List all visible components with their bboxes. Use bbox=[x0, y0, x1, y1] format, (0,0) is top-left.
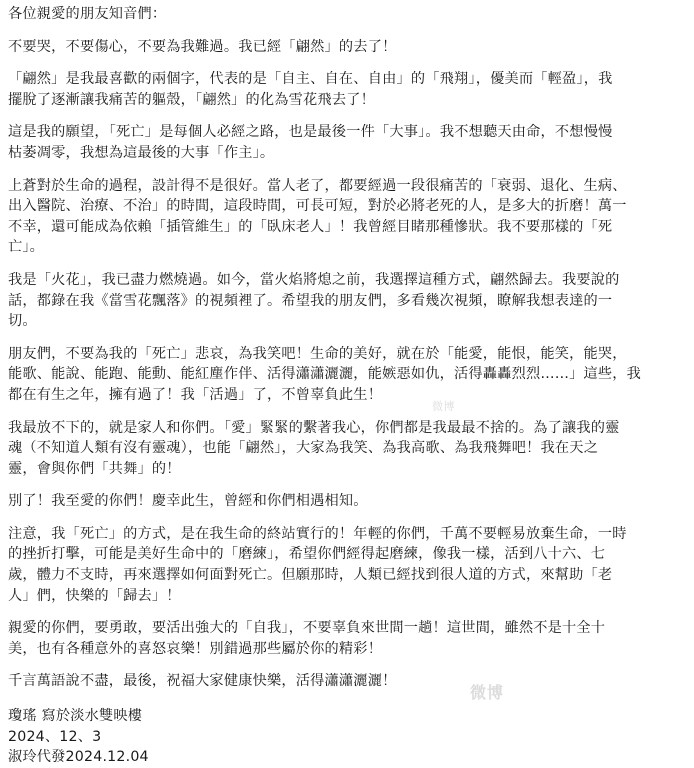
paragraph-7 bbox=[8, 418, 686, 480]
paragraph-11 bbox=[8, 671, 686, 692]
paragraph-line: 切。 bbox=[8, 313, 37, 330]
paragraph-2 bbox=[8, 69, 686, 110]
paragraph-3 bbox=[8, 122, 686, 163]
paragraph-line: 枯萎凋零，我想為這最後的大事「作主」。 bbox=[8, 144, 275, 161]
paragraph-line: 上蒼對於生命的過程，設計得不是很好。當人老了，都要經過一段很痛苦的「衰弱、退化、生病、 bbox=[8, 177, 627, 194]
paragraph-8 bbox=[8, 491, 686, 512]
paragraph-line: 魂（不知道人類有沒有靈魂），也能「翩然」，大家為我笑、為我高歌、為我飛舞吧！我在天之 bbox=[8, 440, 599, 457]
paragraph-line: 亡」。 bbox=[8, 239, 45, 256]
paragraph-line: 親愛的你們，要勇敢，要活出強大的「自我」，不要辜負來世間一趟！這世間，雖然不是十全十 bbox=[8, 620, 606, 637]
paragraph-line: 靈，會與你們「共舞」的！ bbox=[8, 460, 181, 477]
paragraph-line: 我最放不下的，就是家人和你們。「愛」緊緊的繫著我心，你們都是我最最不捨的。為了讓我的靈 bbox=[8, 419, 620, 436]
paragraph-line: 美，也有各種意外的喜怒哀樂！別錯過那些屬於你的精彩！ bbox=[8, 640, 383, 657]
paragraph-5 bbox=[8, 270, 686, 332]
letter-greeting: 各位親愛的朋友知音們： bbox=[8, 6, 167, 22]
paragraph-line: 都在有生之年，擁有過了！我「活過」了，不曾辜負此生！ bbox=[8, 386, 383, 403]
paragraph-line: 這是我的願望，「死亡」是每個人必經之路，也是最後一件「大事」。我不想聽天由命，不想慢慢 bbox=[8, 124, 613, 141]
paragraph-line: 注意，我「死亡」的方式，是在我生命的終站實行的！年輕的你們，千萬不要輕易放棄生命，一時 bbox=[8, 525, 627, 542]
signature-block bbox=[8, 706, 686, 768]
paragraph-10 bbox=[8, 618, 686, 659]
paragraph-line: 的挫折打擊，可能是美好生命中的「磨練」，希望你們經得起磨練，像我一樣，活到八十六、七 bbox=[8, 546, 606, 563]
paragraph-line: 千言萬語說不盡，最後，祝福大家健康快樂，活得瀟瀟灑灑！ bbox=[8, 673, 397, 690]
paragraph-line: 擺脫了逐漸讓我痛苦的軀殼，「翩然」的化為雪花飛去了！ bbox=[8, 91, 375, 108]
watermark-mid: 微博 bbox=[432, 400, 455, 413]
signature-author: 瓊瑤 寫於淡水雙映樓 bbox=[8, 708, 143, 725]
paragraph-line: 我是「火花」，我已盡力燃燒過。如今，當火焰將熄之前，我選擇這種方式，翩然歸去。我要說的 bbox=[8, 271, 620, 288]
paragraph-line: 歲，體力不支時，再來選擇如何面對死亡。但願那時，人類已經找到很人道的方式，來幫助「老 bbox=[8, 567, 613, 584]
paragraph-6 bbox=[8, 344, 686, 406]
paragraph-line: 人」們，快樂的「歸去」！ bbox=[8, 587, 181, 604]
paragraph-1 bbox=[8, 37, 686, 58]
paragraph-line: 能歌、能說、能跑、能動、能紅塵作伴、活得瀟瀟灑灑，能嫉惡如仇，活得轟轟烈烈……」這些，我 bbox=[8, 366, 642, 383]
paragraph-4 bbox=[8, 176, 686, 258]
watermark-bottom: 微博 bbox=[470, 683, 505, 702]
paragraph-line: 不幸，還可能成為依賴「插管維生」的「臥床老人」！我曾經目睹那種慘狀。我不要那樣的「死 bbox=[8, 218, 613, 235]
signature-proxy-note: 淑玲代發2024.12.04 bbox=[8, 749, 149, 766]
paragraph-line: 「翩然」是我最喜歡的兩個字，代表的是「自主、自在、自由」的「飛翔」，優美而「輕盈」，我 bbox=[8, 71, 613, 88]
paragraph-line: 話，都錄在我《當雪花飄落》的視頻裡了。希望我的朋友們，多看幾次視頻，瞭解我想表達的一 bbox=[8, 292, 613, 309]
paragraph-line: 朋友們，不要為我的「死亡」悲哀，為我笑吧！生命的美好，就在於「能愛，能恨，能笑，能哭， bbox=[8, 345, 627, 362]
paragraph-line: 不要哭，不要傷心，不要為我難過。我已經「翩然」的去了！ bbox=[8, 38, 397, 55]
paragraph-line: 出入醫院、治療、不治」的時間，這段時間，可長可短，對於必將老死的人，是多大的折磨！萬一 bbox=[8, 198, 627, 215]
paragraph-line: 別了！我至愛的你們！慶幸此生，曾經和你們相遇相知。 bbox=[8, 493, 368, 510]
signature-date: 2024、12、3 bbox=[8, 728, 102, 745]
paragraph-9 bbox=[8, 524, 686, 606]
